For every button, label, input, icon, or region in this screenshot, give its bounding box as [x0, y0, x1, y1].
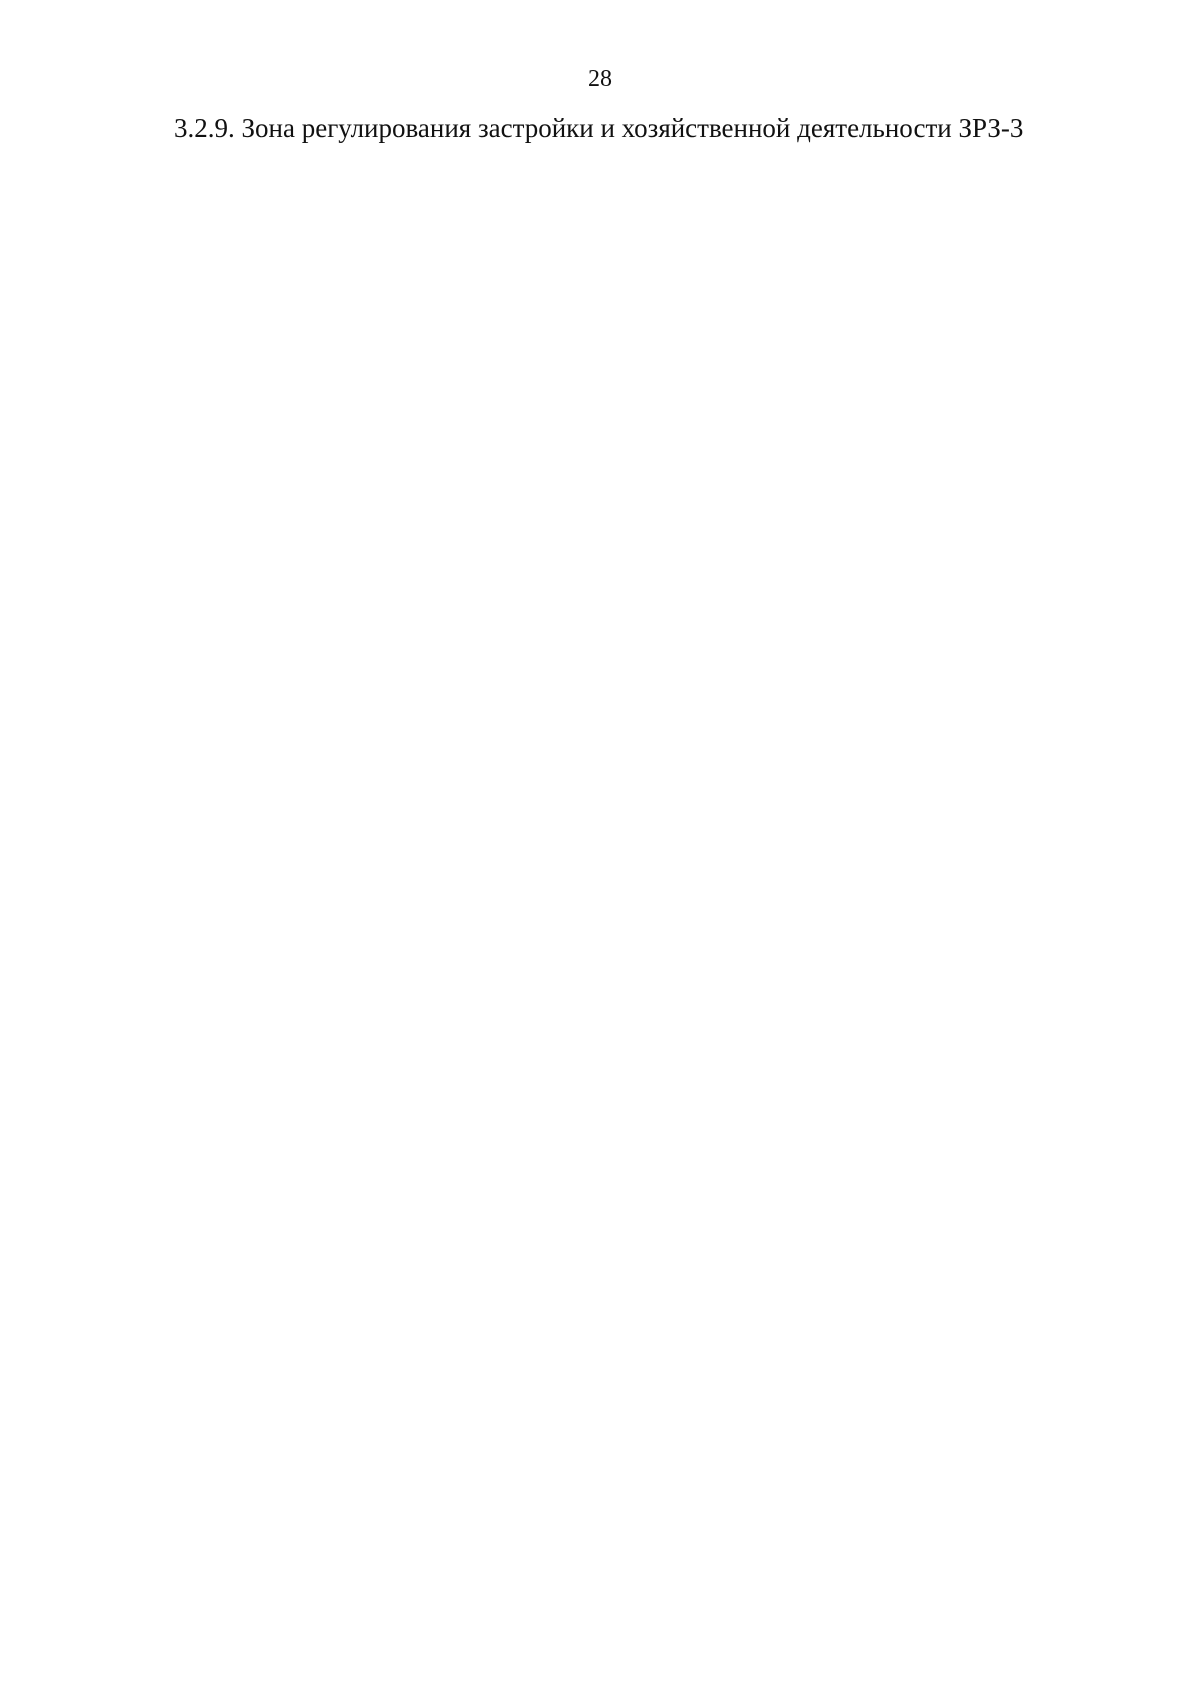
document-body — [174, 112, 1148, 145]
page-number: 28 — [588, 66, 612, 92]
paragraph: 3.2.9. Зона регулирования застройки и хозяйственной деятельности ЗРЗ-3 — [174, 113, 1024, 143]
